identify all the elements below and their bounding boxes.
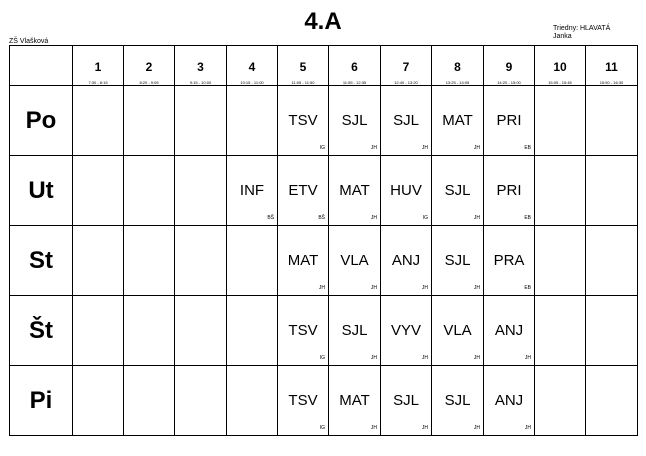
subject-code: MAT <box>442 112 473 129</box>
teacher-initials: JH <box>318 285 325 291</box>
period-header <box>535 46 586 86</box>
subject-code: SJL <box>444 252 471 269</box>
period-number: 7 <box>402 60 410 74</box>
period-number: 5 <box>299 60 307 74</box>
teacher-initials: IG <box>319 425 325 431</box>
day-label: Po <box>10 86 73 156</box>
subject-code: VLA <box>340 252 369 269</box>
subject-code: ANJ <box>391 252 421 269</box>
class-teacher-first-name: Janka <box>553 33 572 40</box>
teacher-initials: BŠ <box>318 215 325 221</box>
teacher-initials: BŠ <box>267 215 274 221</box>
lesson-cell <box>484 86 535 156</box>
subject-code: VLA <box>443 322 472 339</box>
empty-cell <box>73 226 124 296</box>
period-number: 1 <box>94 60 102 74</box>
subject-code: ETV <box>288 182 318 199</box>
day-label: Ut <box>10 156 73 226</box>
lesson-cell <box>381 226 432 296</box>
empty-cell <box>535 86 586 156</box>
class-teacher <box>553 25 610 41</box>
period-time: 8:20 - 9:05 <box>139 80 159 85</box>
teacher-initials: JH <box>421 425 428 431</box>
subject-code: SJL <box>393 112 419 129</box>
teacher-initials: JH <box>421 145 428 151</box>
lesson-cell <box>278 156 329 226</box>
subject-code: TSV <box>288 112 318 129</box>
subject-code: MAT <box>339 392 370 409</box>
lesson-cell <box>432 86 484 156</box>
day-row <box>10 296 638 366</box>
period-time: 11:55 - 12:35 <box>342 80 367 85</box>
period-time: 10:15 - 11:00 <box>240 80 264 85</box>
empty-cell <box>124 86 175 156</box>
period-number: 9 <box>505 60 513 74</box>
lesson-cell <box>381 296 432 366</box>
lesson-cell <box>432 296 484 366</box>
subject-code: SJL <box>341 322 368 339</box>
day-row <box>10 86 638 156</box>
subject-code: SJL <box>341 112 368 129</box>
teacher-initials: JH <box>473 215 480 221</box>
period-header <box>329 46 381 86</box>
empty-cell <box>586 86 638 156</box>
lesson-cell <box>329 156 381 226</box>
empty-cell <box>586 366 638 436</box>
empty-cell <box>535 156 586 226</box>
empty-cell <box>175 226 227 296</box>
teacher-initials: JH <box>370 285 377 291</box>
period-number: 4 <box>248 60 256 74</box>
empty-cell <box>175 86 227 156</box>
subject-code: SJL <box>444 392 471 409</box>
day-row <box>10 226 638 296</box>
empty-cell <box>586 226 638 296</box>
teacher-initials: JH <box>524 425 531 431</box>
period-header <box>381 46 432 86</box>
teacher-initials: JH <box>473 145 480 151</box>
period-time: 11:05 - 11:50 <box>291 80 315 85</box>
lesson-cell <box>432 226 484 296</box>
period-number: 10 <box>553 60 567 74</box>
empty-cell <box>175 156 227 226</box>
lesson-cell <box>329 86 381 156</box>
period-time: 12:40 - 13:20 <box>394 80 418 85</box>
teacher-initials: JH <box>421 285 428 291</box>
lesson-cell <box>484 156 535 226</box>
lesson-cell <box>432 366 484 436</box>
empty-cell <box>73 86 124 156</box>
period-time: 13:25 - 14:05 <box>445 80 470 85</box>
empty-cell <box>586 296 638 366</box>
period-header-row <box>10 46 638 86</box>
subject-code: ANJ <box>494 392 524 409</box>
period-number: 2 <box>145 60 153 74</box>
lesson-cell <box>484 296 535 366</box>
lesson-cell <box>381 156 432 226</box>
teacher-initials: EB <box>524 285 531 291</box>
lesson-cell <box>432 156 484 226</box>
lesson-cell <box>484 226 535 296</box>
lesson-cell <box>227 156 278 226</box>
teacher-initials: EB <box>524 215 531 221</box>
empty-cell <box>73 366 124 436</box>
empty-cell <box>124 296 175 366</box>
teacher-initials: JH <box>370 215 377 221</box>
lesson-cell <box>278 366 329 436</box>
day-label: Pi <box>10 366 73 436</box>
empty-cell <box>535 366 586 436</box>
timetable <box>9 45 638 436</box>
empty-cell <box>124 156 175 226</box>
teacher-initials: EB <box>524 145 531 151</box>
empty-cell <box>175 366 227 436</box>
teacher-initials: IG <box>422 215 428 221</box>
empty-cell <box>227 296 278 366</box>
empty-cell <box>535 296 586 366</box>
lesson-cell <box>484 366 535 436</box>
teacher-initials: JH <box>421 355 428 361</box>
subject-code: PRI <box>496 112 522 129</box>
empty-cell <box>124 366 175 436</box>
period-header <box>278 46 329 86</box>
subject-code: ANJ <box>494 322 524 339</box>
empty-cell <box>227 86 278 156</box>
teacher-initials: JH <box>473 425 480 431</box>
lesson-cell <box>329 366 381 436</box>
teacher-initials: JH <box>473 355 480 361</box>
lesson-cell <box>278 226 329 296</box>
day-label: St <box>10 226 73 296</box>
lesson-cell <box>278 296 329 366</box>
lesson-cell <box>381 86 432 156</box>
subject-code: MAT <box>287 252 319 269</box>
period-time: 9:15 - 10:00 <box>189 80 212 85</box>
subject-code: HUV <box>390 182 422 199</box>
subject-code: TSV <box>288 322 318 339</box>
teacher-initials: JH <box>370 425 377 431</box>
period-number: 3 <box>197 60 204 74</box>
lesson-cell <box>329 226 381 296</box>
day-row <box>10 156 638 226</box>
teacher-initials: JH <box>370 355 377 361</box>
empty-cell <box>227 366 278 436</box>
subject-code: MAT <box>339 182 370 199</box>
period-number: 6 <box>351 60 358 74</box>
period-time: 14:20 - 15:00 <box>497 80 521 85</box>
subject-code: PRA <box>493 252 525 269</box>
period-header <box>432 46 484 86</box>
period-number: 11 <box>605 60 618 74</box>
subject-code: SJL <box>444 182 471 199</box>
period-header <box>175 46 227 86</box>
period-header <box>73 46 124 86</box>
subject-code: VYV <box>390 322 421 339</box>
empty-cell <box>535 226 586 296</box>
class-teacher-label: Triedny: HLAVATÁ <box>553 25 611 32</box>
period-header <box>586 46 638 86</box>
school-name: ZŠ Vlašková <box>9 38 49 45</box>
corner-cell <box>10 46 73 86</box>
empty-cell <box>586 156 638 226</box>
day-row <box>10 366 638 436</box>
page-title: 4.A <box>304 8 342 35</box>
period-number: 8 <box>454 60 461 74</box>
period-header <box>484 46 535 86</box>
period-time: 15:05 - 15:45 <box>548 80 572 85</box>
empty-cell <box>175 296 227 366</box>
subject-code: PRI <box>496 182 522 199</box>
teacher-initials: IG <box>319 145 325 151</box>
period-header <box>124 46 175 86</box>
empty-cell <box>73 296 124 366</box>
subject-code: TSV <box>288 392 318 409</box>
teacher-initials: JH <box>370 145 377 151</box>
day-label: Št <box>10 296 73 366</box>
lesson-cell <box>381 366 432 436</box>
empty-cell <box>124 226 175 296</box>
empty-cell <box>227 226 278 296</box>
period-header <box>227 46 278 86</box>
lesson-cell <box>278 86 329 156</box>
period-time: 7:30 - 8:15 <box>88 80 108 85</box>
subject-code: INF <box>239 182 265 199</box>
teacher-initials: IG <box>319 355 325 361</box>
empty-cell <box>73 156 124 226</box>
lesson-cell <box>329 296 381 366</box>
period-time: 15:50 - 16:30 <box>599 80 624 85</box>
teacher-initials: JH <box>524 355 531 361</box>
subject-code: SJL <box>393 392 419 409</box>
teacher-initials: JH <box>473 285 480 291</box>
